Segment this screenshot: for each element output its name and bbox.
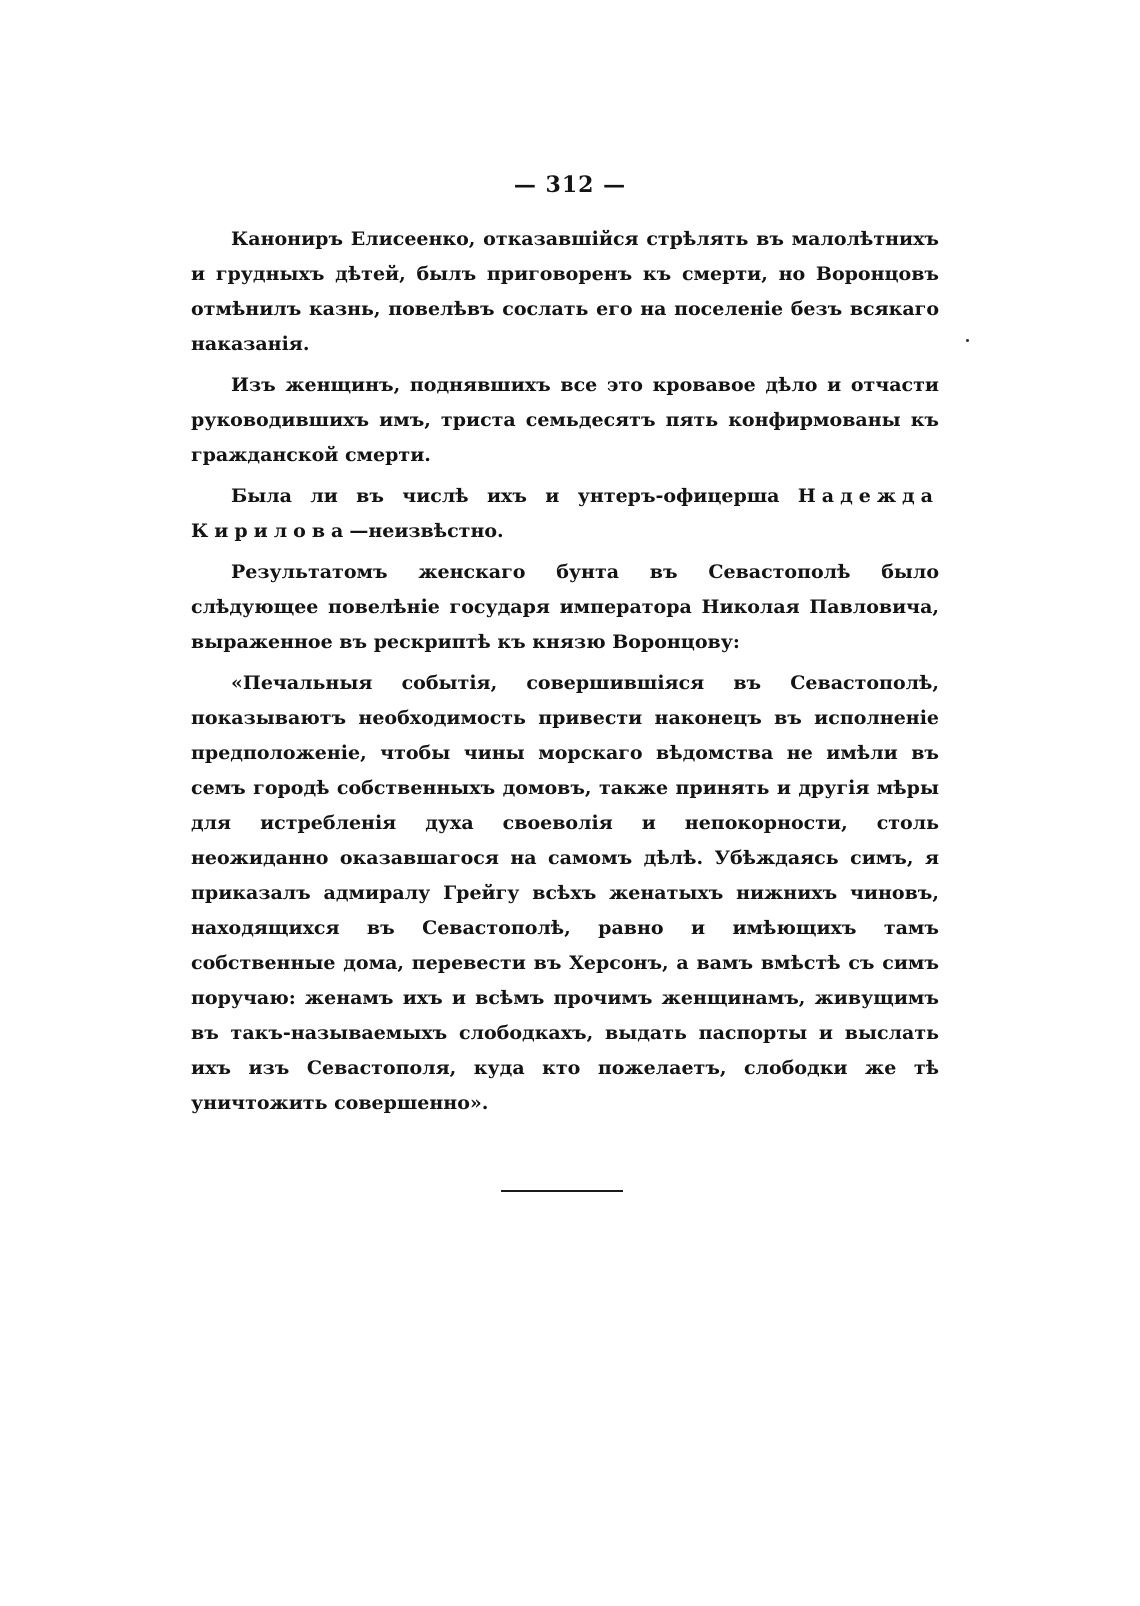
kirilova-name: Надежда Кирилова (191, 485, 939, 542)
body-text (191, 222, 939, 1121)
paragraph-rescript-intro: Результатомъ женскаго бунта въ Севастополѣ было слѣдующее повелѣніе государя императора Николая Павловича, выраженное въ рескриптѣ къ князю Воронцову: (191, 561, 939, 653)
paragraph-eliseenko: Канониръ Елисеенко, отказавшійся стрѣлять въ малолѣтнихъ и грудныхъ дѣтей, былъ приговоренъ къ смерти, но Воронцовъ отмѣнилъ казнь, повелѣвъ сослать его на поселеніе безъ всякаго наказанія. (191, 228, 939, 355)
end-rule-divider (501, 1190, 623, 1192)
paragraph-kirilova (191, 479, 939, 549)
kirilova-text-end: —неизвѣстно. (349, 520, 504, 542)
kirilova-text-start: Была ли въ числѣ ихъ и унтеръ-офицерша (231, 485, 798, 507)
scan-speck (966, 339, 969, 342)
paragraph-rescript-quote: «Печальныя событія, совершившіяся въ Севастополѣ, показываютъ необходимость привести наконецъ въ исполненіе предположеніе, чтобы чины морскаго вѣдомства не имѣли въ семъ городѣ собственныхъ домовъ, также принять и другія мѣры для истребленія духа своеволія и непокорности, столь неожиданно оказавшагося на самомъ дѣлѣ. Убѣждаясь симъ, я приказалъ адмиралу Грейгу всѣхъ женатыхъ нижнихъ чиновъ, находящихся въ Севастополѣ, равно и имѣющихъ тамъ собственные дома, перевести въ Херсонъ, а вамъ вмѣстѣ съ симъ поручаю: женамъ ихъ и всѣмъ прочимъ женщинамъ, живущимъ въ такъ-называемыхъ слободкахъ, выдать паспорты и выслать ихъ изъ Севастополя, куда кто пожелаетъ, слободки же тѣ уничтожить совершенно». (191, 672, 939, 1114)
paragraph-women-sentence: Изъ женщинъ, поднявшихъ все это кровавое дѣло и отчасти руководившихъ имъ, триста семьдесятъ пять конфирмованы къ гражданской смерти. (191, 374, 939, 466)
page-number: — 312 — (513, 172, 627, 198)
